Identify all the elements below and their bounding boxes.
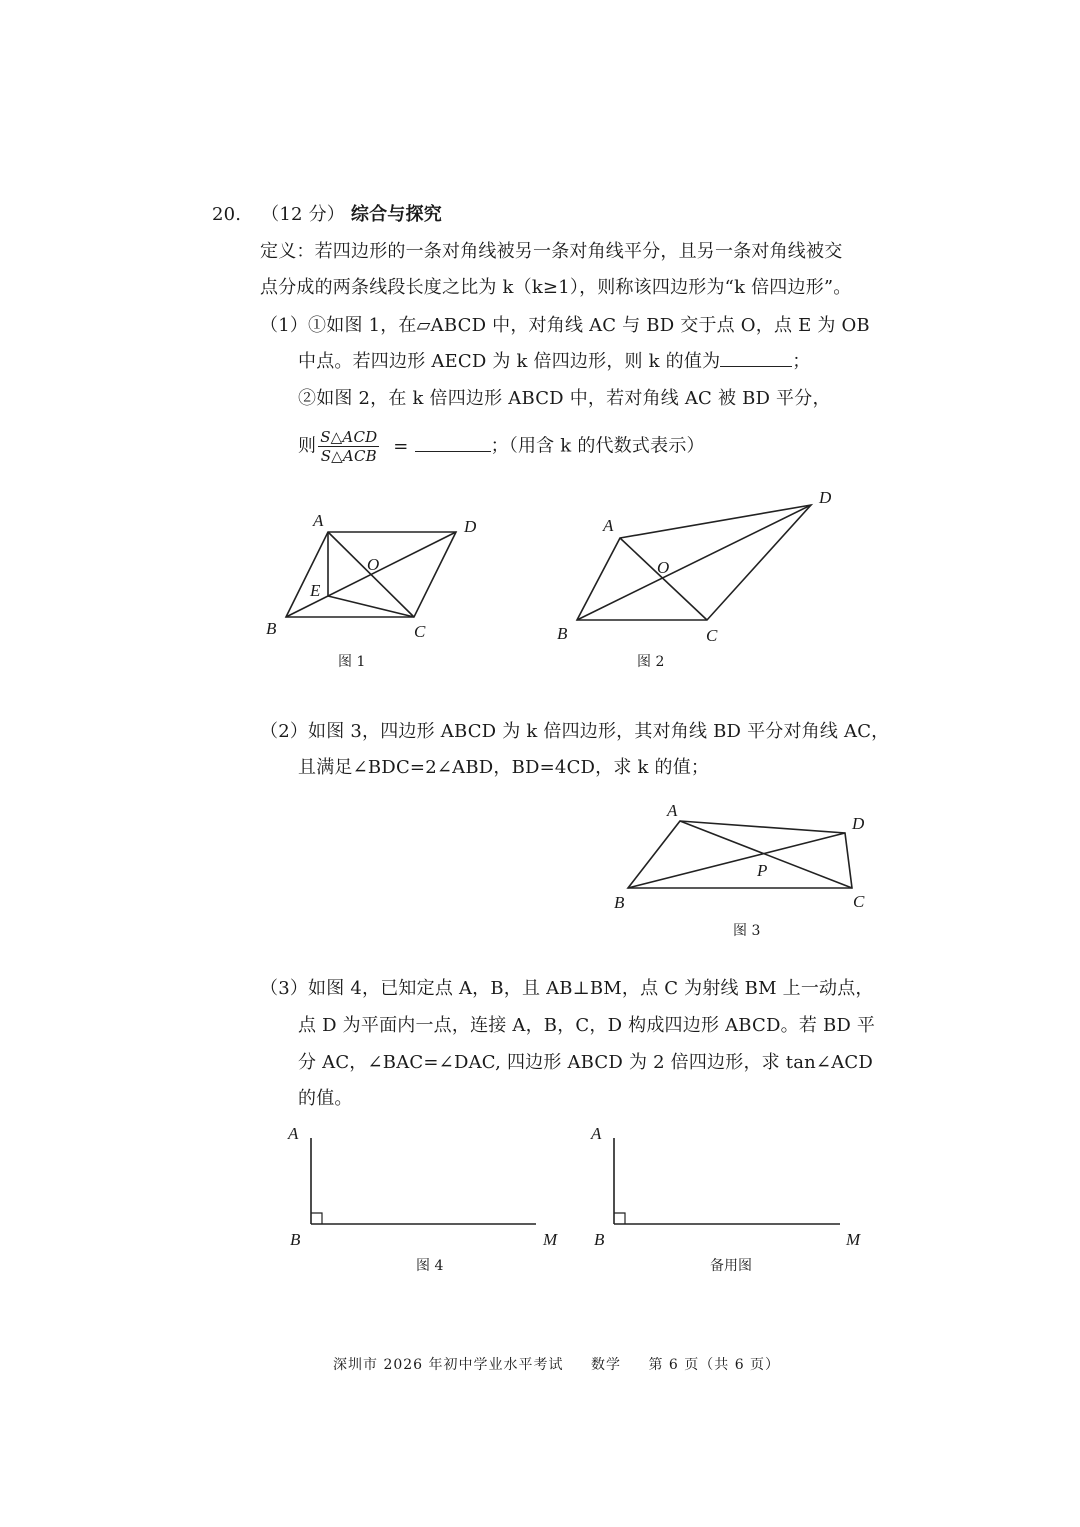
fig2-caption: 图 2 [637, 654, 665, 670]
part1-line-2-end: ； [792, 351, 811, 372]
fig1-label-o: O [367, 555, 380, 574]
ratio-prefix: 则 [298, 435, 317, 457]
footer-exam: 深圳市 2026 年初中学业水平考试 [333, 1357, 564, 1373]
part2-line-1: （2）如图 3，四边形 ABCD 为 k 倍四边形，其对角线 BD 平分对角线 AC， [260, 721, 890, 742]
fig4-label-b: B [290, 1230, 301, 1249]
fig1-label-c: C [414, 622, 426, 641]
fig4-right-angle-mark [311, 1213, 322, 1224]
fig3-label-a: A [667, 801, 678, 820]
fig3-label-b: B [614, 893, 625, 912]
fig4-label-m: M [543, 1230, 558, 1249]
fig5-right-angle-mark [614, 1213, 625, 1224]
fig3-quadrilateral [628, 821, 852, 888]
part3-line-2: 点 D 为平面内一点，连接 A，B，C，D 构成四边形 ABCD。若 BD 平 [298, 1015, 876, 1036]
figure-spare [590, 1124, 861, 1274]
fig4-caption: 图 4 [416, 1258, 444, 1274]
page-footer [333, 1354, 780, 1374]
fig2-label-c: C [706, 626, 718, 645]
part1-line-3: ②如图 2，在 k 倍四边形 ABCD 中，若对角线 AC 被 BD 平分， [298, 388, 831, 409]
ratio-suffix: ；（用含 k 的代数式表示） [490, 435, 705, 457]
fig3-label-p: P [757, 861, 768, 880]
fig1-label-d: D [464, 517, 477, 536]
fig3-label-d: D [852, 814, 865, 833]
definition-line-1: 定义：若四边形的一条对角线被另一条对角线平分，且另一条对角线被交 [260, 241, 843, 262]
fig1-caption: 图 1 [338, 654, 366, 670]
part3-line-4: 的值。 [298, 1088, 353, 1109]
fig5-label-b: B [594, 1230, 605, 1249]
fig3-caption: 图 3 [733, 923, 761, 939]
fig2-diagonal-ac [620, 538, 707, 620]
figure-2 [557, 488, 832, 670]
fig5-label-m: M [846, 1230, 861, 1249]
fig1-diagonal-bd [286, 532, 456, 617]
ratio-numerator: S△ACD [320, 428, 378, 446]
fig1-label-a: A [313, 511, 324, 530]
part2-line-2: 且满足∠BDC=2∠ABD，BD=4CD，求 k 的值； [298, 757, 710, 778]
question-points: （12 分） [261, 204, 345, 225]
fig2-label-b: B [557, 624, 568, 643]
part1-line-1: （1）①如图 1，在▱ABCD 中，对角线 AC 与 BD 交于点 O，点 E 为 OB [260, 315, 870, 336]
fig3-diagonal-bd [628, 833, 845, 888]
ratio-denominator: S△ACB [320, 447, 377, 465]
definition-line-2: 点分成的两条线段长度之比为 k（k≥1），则称该四边形为“k 倍四边形”。 [260, 277, 852, 298]
fig3-label-c: C [853, 892, 865, 911]
ratio-equals: = [393, 435, 409, 457]
fig1-label-e: E [310, 581, 321, 600]
fig2-label-a: A [603, 516, 614, 535]
fig2-label-o: O [657, 558, 670, 577]
fig1-segment-ec [328, 596, 414, 617]
question-topic: 综合与探究 [350, 204, 442, 225]
fig5-label-a: A [591, 1124, 602, 1143]
part3-line-3: 分 AC，∠BAC=∠DAC, 四边形 ABCD 为 2 倍四边形，求 tan∠ACD [298, 1052, 874, 1073]
fig5-caption: 备用图 [710, 1258, 752, 1274]
question-number: 20. [212, 204, 242, 225]
figure-4 [287, 1124, 558, 1274]
part3-line-1: （3）如图 4，已知定点 A，B，且 AB⊥BM，点 C 为射线 BM 上一动点， [260, 978, 874, 999]
fig1-label-b: B [266, 619, 277, 638]
figure-1 [266, 511, 477, 670]
footer-page: 第 6 页（共 6 页） [648, 1357, 781, 1373]
fig2-label-d: D [819, 488, 832, 507]
figure-3 [614, 801, 865, 939]
part1-line-2-text: 中点。若四边形 AECD 为 k 倍四边形，则 k 的值为 [298, 351, 721, 372]
footer-subject: 数学 [590, 1357, 621, 1373]
fig4-label-a: A [288, 1124, 299, 1143]
